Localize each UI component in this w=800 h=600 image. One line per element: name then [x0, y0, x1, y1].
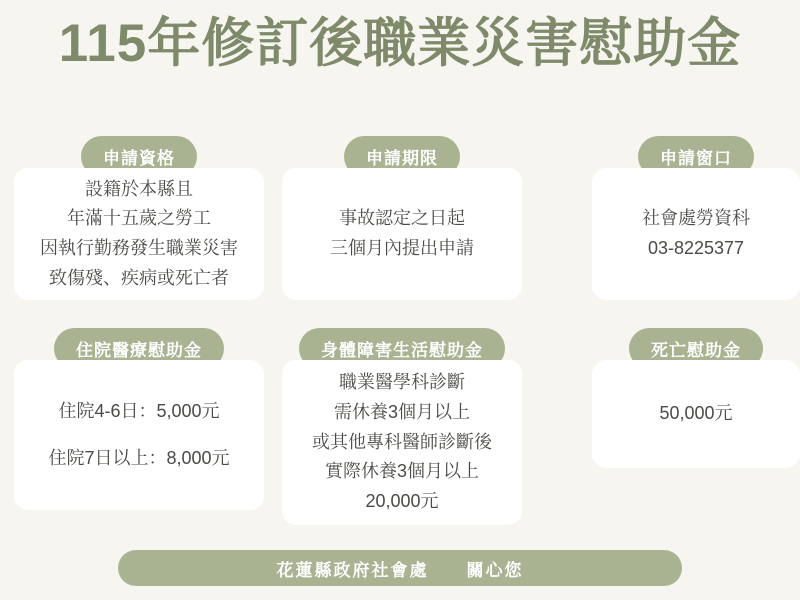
footer-banner: 花蓮縣政府社會處 關心您 [118, 550, 682, 586]
card-amount: 20,000元 [365, 491, 439, 512]
card-line: 社會處勞資科 [642, 208, 750, 229]
card-line: 事故認定之日起 [339, 208, 465, 229]
section-card-application-window [592, 168, 800, 300]
card-line: 住院7日以上：8,000元 [48, 448, 230, 468]
section-label-text: 申請期限 [344, 136, 460, 177]
card-amount: 50,000元 [659, 403, 733, 424]
section-label-text: 身體障害生活慰助金 [299, 328, 505, 369]
section-label-text: 住院醫療慰助金 [54, 328, 224, 369]
page-title: 115年修訂後職業災害慰助金 [58, 14, 742, 73]
card-line: 致傷殘、疾病或死亡者 [49, 267, 229, 288]
section-card-disability-living-subsidy [282, 360, 522, 525]
section-card-death-subsidy [592, 360, 800, 468]
card-line: 因執行勤務發生職業災害 [40, 238, 238, 258]
section-label-text: 死亡慰助金 [629, 328, 763, 369]
card-line: 年滿十五歲之勞工 [67, 208, 211, 229]
card-line: 三個月內提出申請 [330, 238, 474, 258]
card-line: 住院4-6日：5,000元 [58, 401, 220, 422]
section-card-hospitalization-subsidy [14, 360, 264, 510]
card-line: 設籍於本縣且 [85, 178, 193, 199]
card-line: 實際休養3個月以上 [324, 461, 479, 482]
contact-phone-number: 03-8225377 [647, 238, 745, 258]
section-label-text: 申請資格 [81, 136, 197, 177]
section-label-text: 申請窗口 [638, 136, 754, 177]
card-line: 職業醫學科診斷 [339, 372, 465, 393]
section-card-application-eligibility [14, 168, 264, 300]
card-line: 需休養3個月以上 [333, 401, 470, 422]
card-line: 或其他專科醫師診斷後 [312, 431, 492, 452]
section-card-application-deadline [282, 168, 522, 300]
